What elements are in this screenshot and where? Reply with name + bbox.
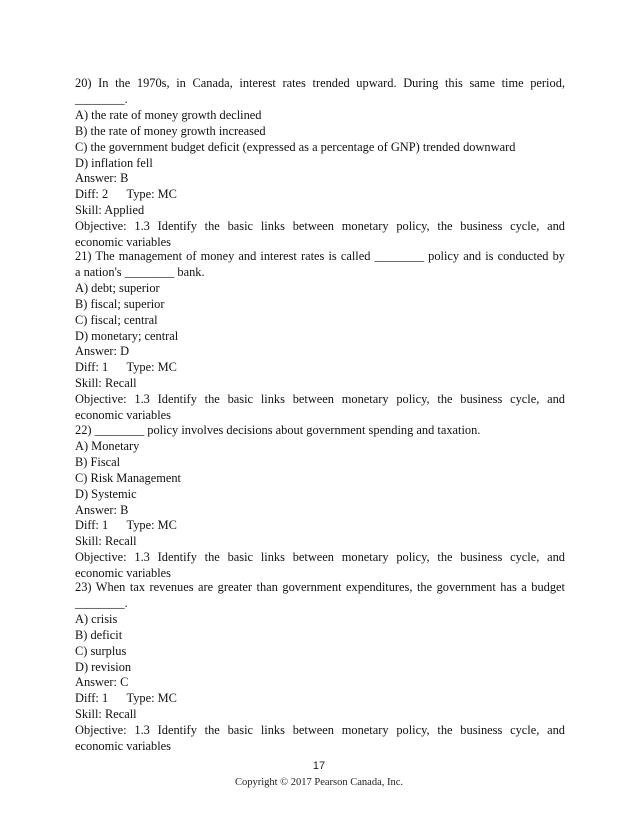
answer-option-b: B) fiscal; superior	[75, 296, 165, 311]
objective-line: Objective: 1.3 Identify the basic links between monetary policy, the business cycle, and	[75, 550, 565, 565]
difficulty-type: Diff: 1 Type: MC	[75, 518, 177, 533]
answer-option-b: B) Fiscal	[75, 454, 121, 469]
answer-option-d: D) inflation fell	[75, 155, 153, 170]
objective-continuation: economic variables	[75, 739, 171, 754]
question-stem-blank: ________.	[75, 595, 128, 610]
answer-option-a: A) the rate of money growth declined	[75, 107, 262, 122]
skill-label: Skill: Recall	[75, 376, 137, 391]
objective-line: Objective: 1.3 Identify the basic links between monetary policy, the business cycle, and	[75, 723, 565, 738]
answer-option-d: D) Systemic	[75, 486, 137, 501]
objective-line: Objective: 1.3 Identify the basic links between monetary policy, the business cycle, and	[75, 392, 565, 407]
skill-label: Skill: Recall	[75, 534, 137, 549]
answer-key: Answer: B	[75, 502, 129, 517]
answer-option-d: D) revision	[75, 659, 132, 674]
answer-key: Answer: B	[75, 171, 129, 186]
question-stem-line: 22) ________ policy involves decisions about government spending and taxation.	[75, 423, 481, 437]
answer-option-a: A) crisis	[75, 611, 118, 626]
copyright-notice: Copyright © 2017 Pearson Canada, Inc.	[234, 777, 404, 788]
question-stem-line: 21) The management of money and interest rates is called ________ policy and is conducted by	[75, 249, 565, 263]
objective-continuation: economic variables	[75, 235, 171, 250]
difficulty-type: Diff: 1 Type: MC	[75, 691, 177, 706]
answer-option-c: C) surplus	[75, 643, 127, 658]
answer-option-a: A) Monetary	[75, 438, 140, 453]
question-block-23	[75, 580, 565, 755]
question-block-20	[75, 76, 565, 251]
question-stem-continuation: a nation's ________ bank.	[75, 264, 205, 279]
answer-option-d: D) monetary; central	[75, 328, 179, 343]
objective-continuation: economic variables	[75, 408, 171, 423]
answer-option-b: B) the rate of money growth increased	[75, 123, 266, 138]
skill-label: Skill: Recall	[75, 707, 137, 722]
answer-option-c: C) the government budget deficit (expressed as a percentage of GNP) trended downward	[75, 139, 516, 154]
answer-option-c: C) Risk Management	[75, 470, 181, 485]
question-stem-line: 20) In the 1970s, in Canada, interest rates trended upward. During this same time period,	[75, 76, 565, 90]
answer-option-a: A) debt; superior	[75, 280, 160, 295]
question-block-21	[75, 249, 565, 424]
answer-key: Answer: D	[75, 344, 130, 359]
answer-key: Answer: C	[75, 675, 129, 690]
difficulty-type: Diff: 2 Type: MC	[75, 187, 177, 202]
objective-line: Objective: 1.3 Identify the basic links between monetary policy, the business cycle, and	[75, 219, 565, 234]
answer-option-c: C) fiscal; central	[75, 312, 158, 327]
question-block-22	[75, 423, 565, 582]
question-stem-blank: ________.	[75, 91, 128, 106]
skill-label: Skill: Applied	[75, 203, 145, 218]
objective-continuation: economic variables	[75, 566, 171, 581]
page-number: 17	[312, 760, 326, 772]
answer-option-b: B) deficit	[75, 627, 123, 642]
question-stem-line: 23) When tax revenues are greater than government expenditures, the government has a budget	[75, 580, 565, 594]
difficulty-type: Diff: 1 Type: MC	[75, 360, 177, 375]
